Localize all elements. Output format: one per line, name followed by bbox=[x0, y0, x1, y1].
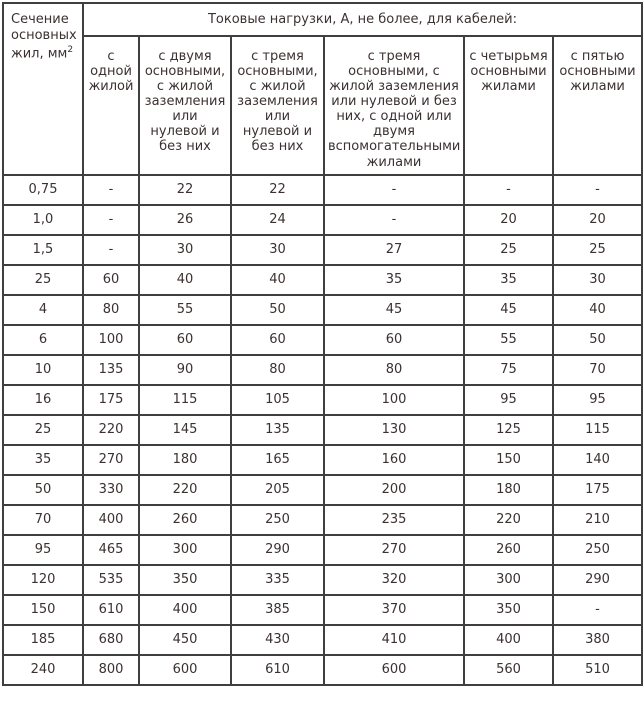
column-header-3: с тремя основными, с жилой заземления или нулевой и без них bbox=[231, 36, 324, 175]
load-value: 290 bbox=[231, 535, 324, 565]
load-value: 20 bbox=[553, 205, 642, 235]
section-value: 70 bbox=[3, 505, 83, 535]
table-row bbox=[3, 385, 642, 415]
load-value: 150 bbox=[464, 445, 553, 475]
load-value: 130 bbox=[324, 415, 464, 445]
section-value: 4 bbox=[3, 295, 83, 325]
load-value: 30 bbox=[139, 235, 231, 265]
load-value: 80 bbox=[324, 355, 464, 385]
load-value: 180 bbox=[464, 475, 553, 505]
load-value: 510 bbox=[553, 655, 642, 685]
table-row bbox=[3, 325, 642, 355]
section-value: 120 bbox=[3, 565, 83, 595]
load-value: 410 bbox=[324, 625, 464, 655]
load-value: 180 bbox=[139, 445, 231, 475]
load-value: 115 bbox=[139, 385, 231, 415]
load-value: - bbox=[83, 235, 139, 265]
load-value: 560 bbox=[464, 655, 553, 685]
load-value: 220 bbox=[139, 475, 231, 505]
load-value: 220 bbox=[83, 415, 139, 445]
header-row-top bbox=[3, 3, 642, 36]
corner-header-text: Сечение основных жил, мм bbox=[11, 12, 77, 61]
load-value: - bbox=[553, 175, 642, 205]
table-row bbox=[3, 475, 642, 505]
section-value: 25 bbox=[3, 265, 83, 295]
column-header-5: с четырьмя основными жилами bbox=[464, 36, 553, 175]
load-value: 60 bbox=[231, 325, 324, 355]
column-header-2: с двумя основными, с жилой заземления или нулевой и без них bbox=[139, 36, 231, 175]
table-title: Токовые нагрузки, А, не более, для кабелей: bbox=[83, 3, 642, 36]
table-header bbox=[3, 3, 642, 175]
section-value: 1,5 bbox=[3, 235, 83, 265]
load-value: 430 bbox=[231, 625, 324, 655]
load-value: 270 bbox=[324, 535, 464, 565]
load-value: 260 bbox=[139, 505, 231, 535]
load-value: 95 bbox=[464, 385, 553, 415]
load-value: 200 bbox=[324, 475, 464, 505]
load-value: 50 bbox=[231, 295, 324, 325]
load-value: 22 bbox=[139, 175, 231, 205]
section-value: 25 bbox=[3, 415, 83, 445]
load-value: 55 bbox=[139, 295, 231, 325]
load-value: 335 bbox=[231, 565, 324, 595]
column-header-1: с одной жилой bbox=[83, 36, 139, 175]
section-value: 1,0 bbox=[3, 205, 83, 235]
table-row bbox=[3, 625, 642, 655]
column-header-4: с тремя основными, с жилой заземления или нулевой и без них, с одной или двумя вспомогательными жилами bbox=[324, 36, 464, 175]
load-value: 140 bbox=[553, 445, 642, 475]
load-value: 40 bbox=[231, 265, 324, 295]
load-value: 26 bbox=[139, 205, 231, 235]
load-value: 270 bbox=[83, 445, 139, 475]
load-value: 220 bbox=[464, 505, 553, 535]
load-value: 800 bbox=[83, 655, 139, 685]
load-value: 385 bbox=[231, 595, 324, 625]
table-row bbox=[3, 235, 642, 265]
table-row bbox=[3, 295, 642, 325]
load-value: 80 bbox=[83, 295, 139, 325]
load-value: 125 bbox=[464, 415, 553, 445]
table-row bbox=[3, 505, 642, 535]
load-value: 610 bbox=[83, 595, 139, 625]
load-value: 145 bbox=[139, 415, 231, 445]
section-value: 50 bbox=[3, 475, 83, 505]
load-value: 25 bbox=[464, 235, 553, 265]
load-value: 75 bbox=[464, 355, 553, 385]
load-value: 610 bbox=[231, 655, 324, 685]
load-value: 400 bbox=[464, 625, 553, 655]
load-value: 40 bbox=[553, 295, 642, 325]
header-row-columns bbox=[3, 36, 642, 175]
load-value: 300 bbox=[139, 535, 231, 565]
load-value: 30 bbox=[553, 265, 642, 295]
table-row bbox=[3, 175, 642, 205]
load-value: - bbox=[324, 175, 464, 205]
load-value: - bbox=[464, 175, 553, 205]
load-value: 100 bbox=[83, 325, 139, 355]
table-row bbox=[3, 565, 642, 595]
load-value: 350 bbox=[139, 565, 231, 595]
load-value: 600 bbox=[139, 655, 231, 685]
column-header-6: с пятью основными жилами bbox=[553, 36, 642, 175]
table-row bbox=[3, 415, 642, 445]
load-value: 210 bbox=[553, 505, 642, 535]
load-value: - bbox=[83, 205, 139, 235]
table-body bbox=[3, 175, 642, 685]
load-value: 320 bbox=[324, 565, 464, 595]
load-value: 24 bbox=[231, 205, 324, 235]
load-value: 135 bbox=[83, 355, 139, 385]
load-value: 50 bbox=[553, 325, 642, 355]
load-value: 290 bbox=[553, 565, 642, 595]
section-value: 150 bbox=[3, 595, 83, 625]
load-value: - bbox=[324, 205, 464, 235]
load-value: 680 bbox=[83, 625, 139, 655]
load-value: 25 bbox=[553, 235, 642, 265]
load-value: 90 bbox=[139, 355, 231, 385]
corner-header-cross-section bbox=[3, 3, 83, 175]
load-value: 175 bbox=[553, 475, 642, 505]
section-value: 0,75 bbox=[3, 175, 83, 205]
load-value: - bbox=[83, 175, 139, 205]
table-row bbox=[3, 265, 642, 295]
load-value: 40 bbox=[139, 265, 231, 295]
load-value: 70 bbox=[553, 355, 642, 385]
table-row bbox=[3, 205, 642, 235]
load-value: 450 bbox=[139, 625, 231, 655]
load-value: 35 bbox=[464, 265, 553, 295]
load-value: 400 bbox=[139, 595, 231, 625]
load-value: 135 bbox=[231, 415, 324, 445]
load-value: 600 bbox=[324, 655, 464, 685]
load-value: 205 bbox=[231, 475, 324, 505]
load-value: 380 bbox=[553, 625, 642, 655]
section-value: 185 bbox=[3, 625, 83, 655]
table-row bbox=[3, 535, 642, 565]
table-row bbox=[3, 595, 642, 625]
section-value: 35 bbox=[3, 445, 83, 475]
load-value: 115 bbox=[553, 415, 642, 445]
load-value: 400 bbox=[83, 505, 139, 535]
load-value: 160 bbox=[324, 445, 464, 475]
table-row bbox=[3, 445, 642, 475]
load-value: 300 bbox=[464, 565, 553, 595]
load-value: 45 bbox=[464, 295, 553, 325]
load-value: - bbox=[553, 595, 642, 625]
section-value: 10 bbox=[3, 355, 83, 385]
load-value: 235 bbox=[324, 505, 464, 535]
load-value: 45 bbox=[324, 295, 464, 325]
load-value: 350 bbox=[464, 595, 553, 625]
load-value: 55 bbox=[464, 325, 553, 355]
load-value: 105 bbox=[231, 385, 324, 415]
load-value: 465 bbox=[83, 535, 139, 565]
load-value: 95 bbox=[553, 385, 642, 415]
load-value: 370 bbox=[324, 595, 464, 625]
load-value: 60 bbox=[83, 265, 139, 295]
load-value: 27 bbox=[324, 235, 464, 265]
section-value: 6 bbox=[3, 325, 83, 355]
load-value: 260 bbox=[464, 535, 553, 565]
load-value: 330 bbox=[83, 475, 139, 505]
table-row bbox=[3, 355, 642, 385]
load-value: 22 bbox=[231, 175, 324, 205]
load-value: 60 bbox=[139, 325, 231, 355]
table-row bbox=[3, 655, 642, 685]
load-value: 100 bbox=[324, 385, 464, 415]
load-value: 80 bbox=[231, 355, 324, 385]
load-value: 35 bbox=[324, 265, 464, 295]
load-value: 20 bbox=[464, 205, 553, 235]
section-value: 240 bbox=[3, 655, 83, 685]
load-value: 175 bbox=[83, 385, 139, 415]
load-value: 60 bbox=[324, 325, 464, 355]
load-value: 30 bbox=[231, 235, 324, 265]
section-value: 95 bbox=[3, 535, 83, 565]
load-value: 250 bbox=[553, 535, 642, 565]
cable-current-load-table bbox=[2, 2, 643, 686]
load-value: 535 bbox=[83, 565, 139, 595]
section-value: 16 bbox=[3, 385, 83, 415]
corner-header-superscript: 2 bbox=[67, 44, 74, 55]
load-value: 250 bbox=[231, 505, 324, 535]
load-value: 165 bbox=[231, 445, 324, 475]
